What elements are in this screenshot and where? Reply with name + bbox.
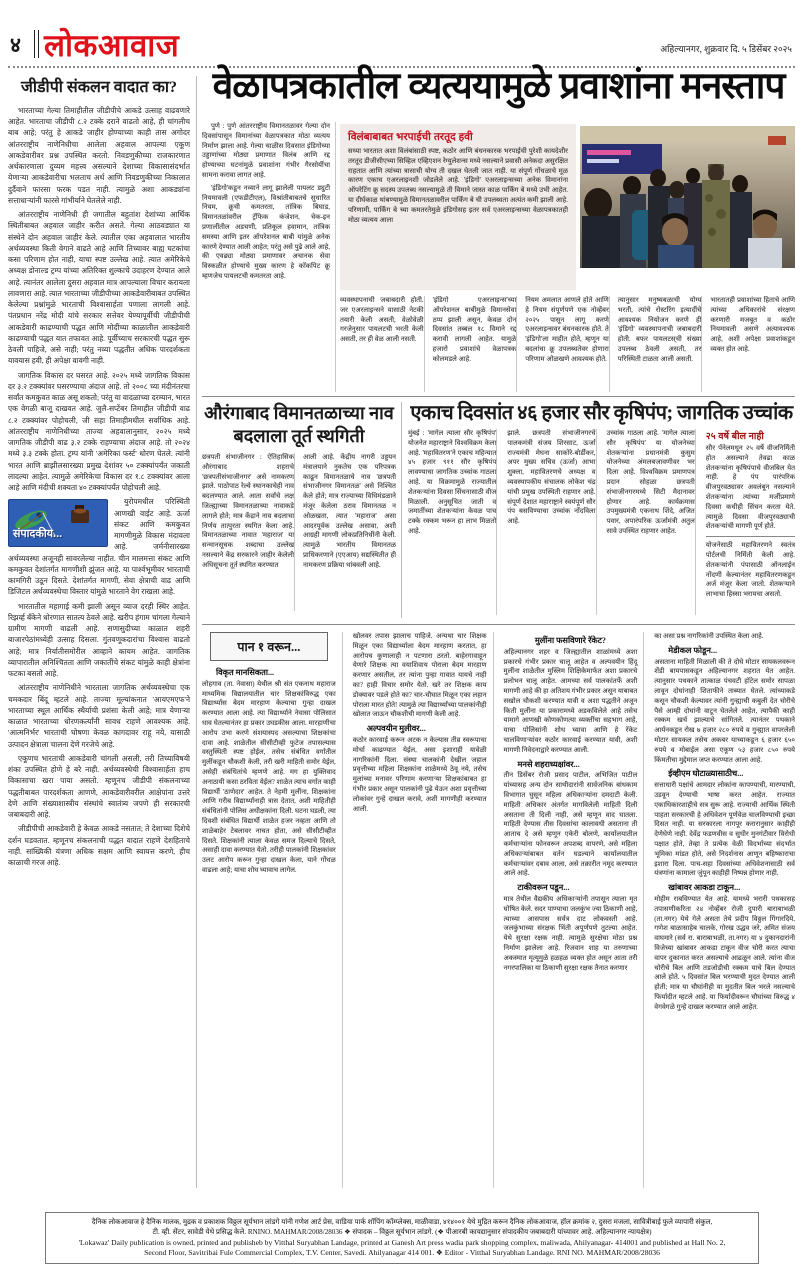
aurangabad-column: छत्रपती संभाजीनगर : ऐतिहासिक औरंगाबाद शहराचे 'छत्रपतीसंभाजीनगर' असे नामकरण झाले. पाठोपाठ रेल्वे स्थानकाचेही नाव बदलण्यात आले. आता सर्वांचे लक्ष जिल्ह्याच्या विमानतळाच्या नावाकडे लागले होते; मात्र केंद्राने नाव बदलाचा निर्णय तात्पुरता स्थगित केला आहे. विमानतळाच्या नावात 'महाराज' या सन्मानसूचक शब्दाचा उल्लेख नसल्याने केंद्र सरकारने जाहीर केलेली अधिसूचना तूर्त स्थगित करण्यात bbox=[202, 453, 295, 611]
dateline: अहिल्यानगर, शुक्रवार दि. ५ डिसेंबर २०२५ bbox=[660, 44, 792, 54]
solar-headline: एकाच दिवसांत ४६ हजार सौर कृषिपंप; जागतिक उच्चांक bbox=[410, 402, 793, 424]
subhead-khambavar-akda: खांबावर आकडा टाकून... bbox=[668, 883, 741, 893]
gdp-body bbox=[8, 105, 190, 1157]
solar-sidebar bbox=[706, 429, 795, 615]
subhead-mnse-shahradhyaksh: मनसे शहराध्यक्षांवर... bbox=[517, 759, 580, 769]
airport-crowd-photo-graphic bbox=[580, 126, 795, 268]
solar-sidebar-text: सौर पॅनेलमधून २५ वर्षे वीजनिर्मिती होत असल्याने तेवढा काळ शेतकऱ्यांना कृषिपंपाचे वीजबिल येत नाही. हे पंप पारंपरिक वीजपुरवठ्यावर अवलंबून नसल्याने शेतकऱ्यांना त्यांच्या मर्जीप्रमाणे दिवसा कधीही सिंचन करता येते. त्यामुळे दिवसा वीजपुरवठ्याची शेतकऱ्यांची मागणी पूर्ण होते. bbox=[705, 445, 795, 531]
section-header-box: पान १ वरून... bbox=[210, 632, 328, 661]
sidebar-divider bbox=[706, 536, 795, 537]
gdp-headline: जीडीपी संकलन वादात का? bbox=[20, 79, 178, 96]
subhead-vikrut-mansikta: विकृत मानसिकता... bbox=[216, 668, 275, 677]
continued-text: खोलवर तपास झालाच पाहिजे. अन्यथा चार शिक्षक मिळून एका विद्यार्थ्याला बेदम मारहाण करतात, हा आरोपच कुणालाही न पटणारा ठरतो. बाहेरगावाहून येणारे शिक्षक त्या वयाशिवाय पोराला बेदम मारहाण करणार असतील, तर त्यांना पुन्हा गावात यायचे नाही का? हाही विचार समोर येतो. खरे तर शिक्षक काय डोक्यावर पडले होते का? चार-चौघात मिळून एका लहान पोराला मारत होते! त्यामुळे त्या विद्यार्थ्यांच्या पालकांनीही खोलात जाऊन चौकशीची मागणी केली आहे. bbox=[352, 633, 487, 719]
continued-text: मोहीम राबविण्यात येत आहे. यामध्ये भरारी पथकासह तपासणीकरिता २४ नोव्हेंबर रोजी दुपारी बाराबाभळी (ता.नगर) येथे गेले असता तेथे प्रदीप विठ्ठल गिंगारदिये, गणेश बाळासाहेब चालके, गोरख उद्धव जरे, अमित संजय वाघमारे (सर्व रा. बाराबाभळी, ता.नगर) या ४ दुकानदारांनी विजेच्या खांबावर आकडा टाकून वीज चोरी करत त्याचा वापर दुकानात करत असल्याचे आढळून आले. त्यांना वीज चोरीचे बिल आणि तडजोडीची रक्कम याचे बिल देण्यात आले होते. ५ दिवसांत बिल भरण्याची मुदत देण्यात आली होती; मात्र या चौघांनीही या मुदतीत बिल भरले नसल्याचे फिर्यादीत म्हटले आहे. या फिर्यादीवरून चौघांच्या विरुद्ध ४ वेगवेगळे गुन्हे दाखल करण्यात आले आहेत. bbox=[654, 896, 795, 1011]
continued-text: तीन डिसेंबर रोजी प्रसाद पाटील, अभिजित पाटील यांच्यासह अन्य दोन साथीदारांनी सार्वजनिक बांधकाम विभागात घुसून महिला अधिकाऱ्यांना दमदाटी केली. माहिती अधिकार अंतर्गत मागविलेली माहिती दिली असताना ती दिली नाही, असे म्हणून वाद घातला. माहिती देण्यास तीस दिवसांचा कालावधी असताना ती आताच दे असे म्हणून एकेरी बोलणे, कार्यालयातील कर्मचाऱ्यांना फोनवरून अपशब्द वापरणे, असे महिला अधिकाऱ्यांबाबत वर्तन घडल्याने कार्यालयातील कर्मचाऱ्यांवर दबाव आला, असे तक्रारीत नमूद करण्यात आले आहे. bbox=[503, 772, 638, 878]
imprint-line: टी. व्ही. सेंटर, सावेडी येथे प्रसिद्ध केले. RNINO. MAHMAR/2008/28036 ❖ संपादक – विठ्ठल सूर्यभान लांडगे. (❖ पीआरबी कायद्यानुसार संपादकीय जबाबदारी यांच्यावर आहे. अहिल्यानगर न्यायक्षेत्र) bbox=[152, 1228, 652, 1237]
subhead-evm-ghotala: ईव्हीएम घोटाळ्यासाठीच... bbox=[668, 769, 744, 779]
subhead-medical-fodun: मेडीकल फोडून... bbox=[668, 645, 718, 655]
continued-text: लोहगाव (ता. नेवासा) येथील श्री संत एकनाथ महाराज माध्यमिक विद्यालयातील चार शिक्षकांविरुद्ध एका विद्यार्थ्यास बेदम मारहाण केल्याचा गुन्हा दाखल करण्यात आला आहे. त्या विद्यार्थ्याने नेवासा पोलिसात धाव घेतल्यानंतर हा प्रकार उघडकीस आला. मारहाणीचा आरोप उभा करणे संशयास्पद असल्याचा शिक्षकांचा दावा आहे. शाळेतील सीसीटीव्ही फुटेज तपासल्यास वस्तुस्थिती स्पष्ट होईल, तसेच संबंधित वर्गातील मुलींकडून चौकशी केली, तरी खरी माहिती समोर येईल, असेही संबंधितांचे म्हणणे आहे. मग हा युक्तिवाद अनाठायी कसा ठरविता येईल? शाळेत त्याच वर्गात काही विद्यार्थी 'ठाणेदार' आहेत. ते नेहमी मुलींना, शिक्षकांना आणि गरीब विद्यार्थ्यांनाही त्रास देतात, अशी माहितीही संबंधितांनी पोलिस अधीक्षकांना दिली. घटना घडली, त्या दिवशी संबंधित विद्यार्थी शाळेत हजर नव्हता आणि तो शाळेबाहेर टेबलावर नाचत होता, असे सीसीटीव्हीत दिसते. शिक्षकांनी त्याला केवळ समज दिल्याचे दिसते, असाही दावा करण्यात येतो. तरीही पालकांनी शिक्षकांवर उलट आरोप करून गुन्हा दाखल केला, याने गोंधळ वाढला आहे; याचा शोध घ्यावाच लागेल. bbox=[202, 680, 336, 874]
subhead-mulina-fasavinare-racket: मुलींना फसविणारे रॅकेट? bbox=[534, 636, 606, 645]
lead-column: 'इंडिगो एअरलाइन्स'च्या ऑपरेशनल बाबींमुळे विमानसेवा ठप्प झाली असून, केवळ दोन दिवसांत तब्बल १८ विमाने रद्द करावी लागली आहेत. यामुळे हजारो प्रवाशांचे वेळापत्रक कोलमडले आहे. bbox=[433, 296, 518, 392]
lead-headline: वेळापत्रकातील व्यत्ययामुळे प्रवाशांना मनस्ताप bbox=[212, 65, 785, 106]
lead-paragraph: पुणे : पुणे आंतरराष्ट्रीय विमानतळावर गेल्या दोन दिवसांपासून विमानांच्या वेळापत्रकात मोठा व्यत्यय निर्माण झाला आहे. गेल्या चाळीस दिवसात इंडिगोच्या उड्डाणांच्या मोठ्या प्रमाणात विलंब आणि रद्द होण्याच्या घटनांमुळे प्रवाशांना गंभीर गैरसोयींचा सामना करावा लागत आहे. bbox=[202, 123, 330, 179]
page-number bbox=[10, 31, 21, 59]
airport-crowd-photo bbox=[580, 126, 795, 268]
continued-col-1 bbox=[202, 632, 343, 1188]
continued-text: कठोर कारवाई करून अटक न केल्यास तीव्र स्वरूपाचा मोर्चा काढण्यात येईल, असा इशाराही यावेळी नागरिकांनी दिला. संस्था चालकांनी देखील जहाल प्रवृत्तीच्या महिला शिक्षकांना शाळेमध्ये ठेवू नये, तसेच मुलांच्या मनावर परिणाम करणाऱ्या शिक्षकांबाबत हा गंभीर प्रकार असून पालकांनी पुढे येऊन अशा प्रवृत्तीच्या लोकांवर गुन्हे दाखल करावे, अशी मागणीही करण्यात आली. bbox=[352, 737, 487, 813]
gdp-paragraph: जीडीपीची आकडेवारी हे केवळ आकडे नसतात; ते देशाच्या दिशेचे दर्शन घडवतात. म्हणूनच संकलनाची पद्धत वादात राहणे देशहिताचे नाही. सांख्यिकी यंत्रणा अधिक सक्षम आणि स्वायत्त करणे, हीच काळाची गरज आहे. bbox=[8, 824, 190, 868]
lead-column: नियम अमलात आणले होते आणि हे नियम संपूर्णपणे एक नोव्हेंबर २०२५ पासून लागू करणे एअरलाइन्सवर बंधनकारक होते. ते 'इंडिगो'ला माहीत होते, म्हणून या बदलांचा क्रू उपलब्धतेवर होणारा परिणाम ओळखणे आवश्यक होते. bbox=[525, 296, 610, 392]
gdp-paragraph: भारतातील महागाई कमी झाली असून व्याज दरही स्थिर आहेत. रिझर्व्ह बँकेने धोरणात सातत्य ठेवले आहे. खरीप हंगाम चांगला गेल्याने ग्रामीण मागणी वाढली आहे. सणासुदीच्या काळात शहरी बाजारपेठांमध्येही उत्साह दिसला. गुंतवणूकदारांचा विश्वास वाढतो आहे; मात्र निर्यातीसमोरील आव्हाने कायम आहेत. जागतिक व्यापारातील अनिश्चितता आणि जकातींचे संकट यांमुळे काही क्षेत्रांना फटका बसतो आहे. bbox=[8, 601, 190, 679]
compensation-box bbox=[340, 124, 576, 290]
lead-intro-column bbox=[202, 122, 336, 392]
continued-text: अहिल्यानगर शहर व जिल्ह्यातील शाळांमध्ये अशा प्रकारचे गंभीर प्रकार चालू आहेत व अल्पवयीन हिंदू मुलींना शाळेतील मुस्लिम शिक्षिकेमार्फत अशा प्रकारचे प्रलोभन चालू आहेत. आमच्या सर्व पालकांतर्फे अशी मागणी आहे की हा अतिशय गंभीर प्रकार असून याबाबत सखोल चौकशी करण्यात यावी व अशा पद्धतीने अजून किती मुलींना या प्रकारामध्ये अडकविलेले आहे तसेच यामागे आणखी कोणकोणत्या व्यक्तींचा सहभाग आहे, याचा पोलिसांनी शोध घ्यावा आणि हे रॅकेट चालविणाऱ्यांवर कठोर कारवाई करण्यात यावी, अशी मागणी निवेदनाद्वारे करण्यात आली. bbox=[503, 648, 638, 754]
gdp-paragraph: भारताच्या गेल्या तिमाहीतील जीडीपीचे आकडे उत्साह वाढवणारे आहेत. भारताचा जीडीपी ८.२ टक्के दराने वाढतो आहे, ही चांगलीच बाब आहे; परंतु हे आकडे जाहीर होण्याच्या काही तास अगोदर आंतरराष्ट्रीय नाणेनिधीचा आलेला अहवाल आपल्या एकूण आकडेवारीवर प्रश्न उपस्थित करतो. निवडणुकीच्या राजकारणात अर्थकारणाला दुय्यम महत्त्व असल्याने देशाच्या विकासासंदर्भात येणाऱ्या आकडेवारीचा भलताच अर्थ आणि निवडणुकीच्या निकालात दुर्दैवाने फारसा फरक पडत नाही. त्यामुळे अशा आकड्यांना सत्ताधाऱ्यांनी फारसे गांभीर्याने घेतलेले नाही. bbox=[8, 105, 190, 205]
aurangabad-article bbox=[202, 402, 396, 611]
lead-column: भारतातही प्रवाशांच्या हिताचे आणि त्यांच्या अधिकारांचे संरक्षण करणारी मजबूत व कठोर नियमावली असणे अत्यावश्यक आहे, अशी अपेक्षा प्रवाशांकडून व्यक्त होत आहे. bbox=[710, 297, 795, 353]
gdp-paragraph: आंतरराष्ट्रीय नाणेनिधीने भारताला जागतिक अर्थव्यवस्थेचा एक चमकदार बिंदू म्हटले आहे. ताज्या मूल्यांकनात 'आयएमएफ'ने भारताच्या स्थूल आर्थिक स्थैर्याची प्रशंसा केली आहे; मात्र येणाऱ्या काळात भारताच्या धोरणकर्त्यांनी सावध राहणे आवश्यक आहे. 'आत्मनिर्भर' भारताची घोषणा केवळ कागदावर राहू नये, यासाठी उत्पादन क्षेत्राला चालना देणे गरजेचे आहे. bbox=[8, 683, 190, 749]
masthead-title: लोकआवाज bbox=[44, 28, 180, 63]
solar-sidebar-text: योजनेसाठी महावितरणने स्वतंत्र पोर्टलची निर्मिती केली आहे. शेतकऱ्यांनी पंपासाठी ऑनलाईन नोंदणी केल्यानंतर महावितरणकडून अर्ज मंजूर केला जातो. शेतकऱ्याने लाभाचा हिस्सा भरायचा असतो. bbox=[705, 542, 795, 599]
editorial-badge-label: संपादकीय... bbox=[13, 527, 63, 540]
solar-column: उच्चांक गाठला आहे. 'मागेल त्याला सौर कृषिपंप' या योजनेच्या शेतकऱ्यांना प्रधानमंत्री कुसुम योजनेच्या अंमलबजावणीवर भर दिला आहे. विश्वविक्रम प्रमाणपत्र प्रदान सोहळा छत्रपती संभाजीनगरमध्ये सिटी मैदानावर होणार आहे. कार्यक्रमास उपमुख्यमंत्री एकनाथ शिंदे, अजित पवार, अपारंपरिक ऊर्जामंत्री अतुल सावे उपस्थित राहणार आहेत. bbox=[607, 429, 696, 615]
subhead-takivarun-padun: टाकीवरून पडून... bbox=[517, 883, 570, 893]
continued-col-3 bbox=[504, 632, 645, 1188]
section-rule bbox=[202, 624, 795, 625]
lead-column: त्यानुसार मनुष्यबळाची योग्य भरती, त्यांचे रोस्टरिंग इत्यादींचे आवश्यक नियोजन करणे ही 'इंडिगो' व्यवस्थापनाची जबाबदारी होती. बफर पायलटस्‌ची संख्या उपलब्ध ठेवली असती, तर परिस्थिती टाळता आली असती. bbox=[618, 296, 703, 392]
continued-text: सत्ताधारी पक्षांचे आमदार लोकांना कापण्याची, मारण्याची, उडवून देण्याची भाषा करत आहेत. राज्यात एकाधिकारशाहीचे सत्र सुरू आहे. राज्याची आर्थिक स्थिती पाहता सरकारची हे अधिवेशन पूर्णवेळ चालविण्याची इच्छा दिसत नाही. या सरकारला नागपूर करारानुसार काहीही देणेघेणे नाही. देवेंद्र फडणवीस व सुधीर मुनगंटीवार विरोधी पक्षात होते, तेव्हा ते प्रत्येक वेळी विदर्भाच्या संदर्भात भूमिका मांडत होते, असे निदर्शनास आणून बहिष्काराचा इशारा दिला. पाच-सहा दिवसांच्या अधिवेशनासाठी सर्व यंत्रणांना कामाला जुंपून काहीही निष्पन्न होणार नाही. bbox=[654, 782, 795, 878]
gdp-paragraph: आंतरराष्ट्रीय नाणेनिधी ही जगातील बहुतांश देशांच्या आर्थिक स्थितीबाबत अहवाल जाहीर करीत असते. गेल्या आठवड्यात या संस्थेने दोन अहवाल जाहीर केले. त्यातील एका अहवालात भारतीय अर्थव्यवस्था किती वेगाने वाढते आहे आणि तिच्यावर बाह्य घटकांचा कसा परिणाम होत नाही, याचा स्पष्ट उल्लेख आहे. त्यात अमेरिकेचे अध्यक्ष डोनाल्ड ट्रम्प यांच्या अतिरिक्त शुल्काचे उदाहरण देण्यात आले आहे. त्यानंतर आलेला दुसरा अहवाल मात्र आपल्याला विचार करायला लावणारा आहे. त्यात भारताच्या जीडीपीच्या आकडेवारीबाबत उपस्थित केलेल्या प्रश्नांमुळे भारताची विश्वासार्हता पणाला लागली आहे. पंतप्रधान नरेंद्र मोदी यांचे सरकार सत्तेवर येण्यापूर्वीची जीडीपीची आकडेवारी काढण्याची पद्धत आणि मोदींच्या काळातील आकडेवारी काढण्याची पद्धत यात तफावत आहे. पूर्वीच्याच सरकारची पद्धत सुरू ठेवली पाहिजे, असे नाही; परंतु नव्या पद्धतीत अधिक पारदर्शकता यावयास हवी, ही अपेक्षा वावगी नाही. bbox=[8, 210, 190, 366]
solar-sidebar-title: २५ वर्षे बील नाही bbox=[705, 431, 764, 442]
gdp-editorial-column bbox=[8, 78, 190, 1186]
continued-text: असताना माहिती मिळाली की ते दोघे मोटार सायकलवरून शेंडी बायपासकडून अहिल्यानगर शहरात येत आहेत. त्यानुसार पथकाने तात्काळ पंचवटी हॉटेल समोर सापळा लावून दोघांनाही शिताफीने ताब्यात घेतले. त्यांच्याकडे कसून चौकशी केल्यावर त्यांनी गुन्ह्याची कबुली देत चोरीचे पैसे आम्ही दोघांनी वाटून घेतलेले आहेत, त्यापैकी काही रक्कम खर्च झाल्याचे सांगितले. त्यानंतर पथकाने आर्यनकडून रोख ७ हजार २८० रुपये व गुन्ह्यात वापरलेली मोटार सायकल तसेच अकबर याच्याकडून ६ हजार ६५० रुपये व मोबाईल असा एकूण ५३ हजार ८५० रुपये किंमतीचा मुद्देमाल जप्त करण्यात आला आहे. bbox=[654, 658, 795, 764]
imprint-line: Second Floor, Savitribai Fule Commercial Complex, T.V. Center, Savedi. Ahilyanagar 414 001. ❖ Editor - Vitthal Suryabhan Landage. RNI NO. MAHMAR/2008/28036 bbox=[144, 1248, 660, 1258]
article-divider-rule bbox=[401, 402, 402, 618]
page1-continued-section bbox=[202, 632, 795, 1188]
masthead-divider bbox=[34, 30, 39, 58]
subhead-alpavayin-mulivar: अल्पवयीन मुलीवर... bbox=[366, 724, 426, 734]
imprint-line: 'Lokawaz' Daily publication is owned, printed and publisheb by Vitthal Suryabhan Landage, printed at Ganesh Art press wadia park shopping complex, maliwada, Ahilyanagar- 414001 and published at Hall No. 2, bbox=[78, 1237, 726, 1247]
left-column-rule bbox=[196, 76, 197, 1188]
lead-continuation-columns bbox=[340, 296, 795, 392]
imprint-box bbox=[45, 1212, 759, 1264]
gdp-paragraph: युरोपमधील परिस्थिती आणखी वाईट आहे. ऊर्जा संकट आणि कमकुवत मागणीमुळे विकास मंदावला आहे. जर्मनीसारख्या अर्थव्यवस्था अजूनही सावरलेल्या नाहीत. चीन मालमत्ता संकट आणि कमकुवत देशांतर्गत मागणीशी झुंजत आहे. या पार्श्वभूमीवर भारताची कामगिरी उठून दिसते. देशांतर्गत मागणी, सेवा क्षेत्राची वाढ आणि डिजिटल अर्थव्यवस्थेचा विस्तार यांमुळे भारताने वेग राखला आहे. bbox=[8, 497, 190, 597]
gdp-paragraph: एकूणच भारताची आकडेवारी चांगली असली, तरी तिच्याविषयी शंका उपस्थित होणे हे बरे नाही. अर्थव्यवस्थेची विश्वासार्हता हाच विकासाचा खरा पाया असतो. म्हणूनच जीडीपी संकलनाच्या पद्धतीबाबत पारदर्शकता आणणे, आकडेवारीवरील आक्षेपांना उत्तरे देणे आणि संख्याशास्त्रीय संस्थांचे स्वातंत्र्य जपणे ही सरकारची जबाबदारी आहे. bbox=[8, 753, 190, 820]
solar-article bbox=[408, 402, 795, 615]
aurangabad-headline: औरंगाबाद विमानतळाच्या नाव बदलाला तूर्त स्थगिती bbox=[204, 403, 394, 446]
continued-text: का असा प्रश्न नागरिकांनी उपस्थित केला आहे. bbox=[654, 633, 764, 640]
mid-rule bbox=[202, 396, 795, 397]
solar-column: मुंबई : 'मागेल त्याला सौर कृषिपंप' योजनेत महाराष्ट्राने विश्वविक्रम केला आहे. 'महावितरण'ने एकाच महिन्यात ४५ हजार ९११ सौर कृषिपंप लावण्याचा जागतिक उच्चांक गाठला आहे. या विक्रमामुळे राज्यातील शेतकऱ्यांना दिवसा सिंचनासाठी वीज मिळाली. अनुसूचित जाती व जमातींच्या शेतकऱ्यांना केवळ पाच टक्के रक्कम भरून हा लाभ मिळतो आहे. bbox=[408, 429, 497, 615]
lead-paragraph: 'इंडिगो'कडून नव्याने लागू झालेली पायलट ड्युटी नियमावली (एफडीटीएल), विश्रांतीबाबतचे सुधारित नियम, क्रूची कमतरता, तांत्रिक बिघाड, विमानतळांवरील ट्रॅफिक कंजेशन, चेक-इन प्रणालींतील अडचणी, प्रतिकूल हवामान, तांत्रिक समस्या आणि इतर ऑपरेशनल बाबी यांमुळे अनेक कारणे देण्यात आली आहेत; परंतु असे पुढे आले आहे, की एवढ्या मोठ्या प्रमाणावर अचानक सेवा विस्कळीत होण्याचे मुख्य कारण हे कॉकपिट क्रू म्हणजेच पायलटची कमतरता आहे. bbox=[202, 184, 330, 280]
gdp-paragraph: जागतिक विकास दर घसरत आहे. २०२५ मध्ये जागतिक विकास दर ३.२ टक्क्यांवर घसरण्याचा अंदाज आहे. तो २००८ च्या मंदीनंतरचा सर्वांत कमकुवत काळ असू शकतो; परंतु या वादळाच्या दरम्यान, भारत एक वेगळी बाजू दाखवत आहे. जुलै-सप्टेंबर तिमाहीत जीडीपी वाढ ८.२ टक्क्यांवर पोहोचली, जी सहा तिमाहीमधील सर्वाधिक आहे. आंतरराष्ट्रीय नाणेनिधीच्या ताज्या अहवालानुसार, २०२५ मध्ये जागतिक जीडीपी वाढ ३.२ टक्के राहण्याचा अंदाज आहे. तो २०२४ मध्ये ३.३ टक्के होता. ट्रम्प यांनी 'अमेरिका फर्स्ट' धोरण घेतले. त्यांनी भारत आणि ब्राझीलसारख्या प्रमुख देशांवर ५० टक्क्यांपर्यंत जकाती लादल्या आहेत. त्यामुळे अमेरिकेचा विकास दर १.८ टक्क्यांवर आला आहे आणि मंदीची शक्यता ४० टक्क्यांपर्यंत पोहोचली आहे. bbox=[8, 370, 190, 493]
continued-col-4 bbox=[654, 632, 795, 1188]
imprint-line: दैनिक लोकआवाज हे दैनिक मालक, मुद्रक व प्रकाशक विठ्ठल सूर्यभान लांडगे यांनी गणेश आर्ट प्रेस, वाडिया पार्क शॉपिंग कॉम्प्लेक्स, माळीवाडा, ४१४००१ येथे मुद्रित करून दैनिक लोकआवाज, हॉल क्रमांक २, दुसरा मजला, सावित्रीबाई फुले व्यापारी संकुल, bbox=[91, 1218, 713, 1226]
continued-text: मात्र तेथील वैद्यकीय अधिकाऱ्यांनी तपासून त्याला मृत घोषित केले. सदर पाण्याचा जलकुंभ ज्या ठिकाणी आहे, त्याच्या आसपास सर्वत्र दाट लोकवस्ती आहे. जलकुंभाच्या संरक्षक भिंती अपूर्णपणे तुटल्या आहेत. येथे सुरक्षा रक्षक नाही. त्यामुळे सुरक्षेचा मोठा प्रश्न निर्माण झालेला आहे. रिजवान शाह या तरुणाच्या अकस्मात मृत्यूमुळे हळहळ व्यक्त होत असून आता तरी नगरपालिका या ठिकाणी सुरक्षा रक्षक तैनात करणार bbox=[503, 896, 638, 972]
editorial-badge bbox=[8, 499, 108, 547]
aurangabad-column: आली आहे. केंद्रीय नागरी उड्डयन मंत्रालयाने नुकतेच एक परिपत्रक काढून विमानतळाचे नाव 'छत्रपती संभाजीनगर विमानतळ' असे निश्चित केले होते; मात्र राज्याच्या विधिमंडळाने मंजूर केलेला ठराव विमानतळ न ओळखता, त्यात 'महाराज' असा आदरपूर्वक उल्लेख असावा, अशी आग्रही मागणी लोकप्रतिनिधींनी केली. त्यामुळे भारतीय विमानतळ प्राधिकरणाने (एएआय) सद्यस्थितीत ही नामकरण प्रक्रिया थांबवली आहे. bbox=[303, 454, 396, 569]
page-number-value: ४ bbox=[10, 34, 21, 57]
solar-column: झाले. छत्रपती संभाजीनगरचे पालकमंत्री संजय शिरसाट, ऊर्जा राज्यमंत्री मेघना साकोरे-बोर्डीकर, अपर मुख्य सचिव (ऊर्जा) आभा शुक्ला, महावितरणचे अध्यक्ष व व्यवस्थापकीय संचालक लोकेश चंद्र यांची प्रमुख उपस्थिती राहणार आहे. संपूर्ण देशात महाराष्ट्राने स्वयंपूर्ण सौर पंप बसविण्याचा उच्चांक नोंदविला आहे. bbox=[507, 429, 596, 615]
compensation-box-title: विलंबाबाबत भरपाईची तरतूद हवी bbox=[348, 131, 473, 143]
continued-col-2 bbox=[353, 632, 494, 1188]
lead-column: व्यवस्थापनाची जबाबदारी होती. जर एअरलाइन्सने यासाठी नेटकी तयारी केली असती, वेळोवेळी गरजेनुसार पायलटची भरती केली असती, तर ही वेळ आली नसती. bbox=[340, 296, 425, 392]
compensation-box-body: सध्या भारतात अशा विलंबांसाठी स्पष्ट, कठोर आणि बंधनकारक भरपाईची पुरेशी कायदेशीर तरतूद डीजीसीएच्या सिव्हिल एव्हिएशन रेग्युलेशन्स मध्ये नसल्याने प्रवासी अनेकदा असुरक्षित राहतात आणि त्यांच्या त्रासाची योग्य ती दखल घेतली जात नाही. या संपूर्ण गोंधळाचे मूळ कारण एकाच एअरलाइनशी जोडलेले आहे. 'इंडिगो' एअरलाइन्सच्या अनेक विमानांना ऑपरेटिंग क्रू सदस्य उपलब्ध नसल्यामुळे ती विमाने जास्त काळ पार्किंग बे मध्ये उभी आहेत. या दीर्घकाळ थांबण्यामुळे विमानतळावरील पार्किंग बे ची उपलब्धता अत्यंत कमी झाली आहे. परिणामी, पार्किंग बे च्या कमतरतेमुळे इंडिगोसह इतर सर्व एअरलाइन्सच्या वेळापत्रकातही मोठा व्यत्यय आला bbox=[348, 148, 568, 224]
